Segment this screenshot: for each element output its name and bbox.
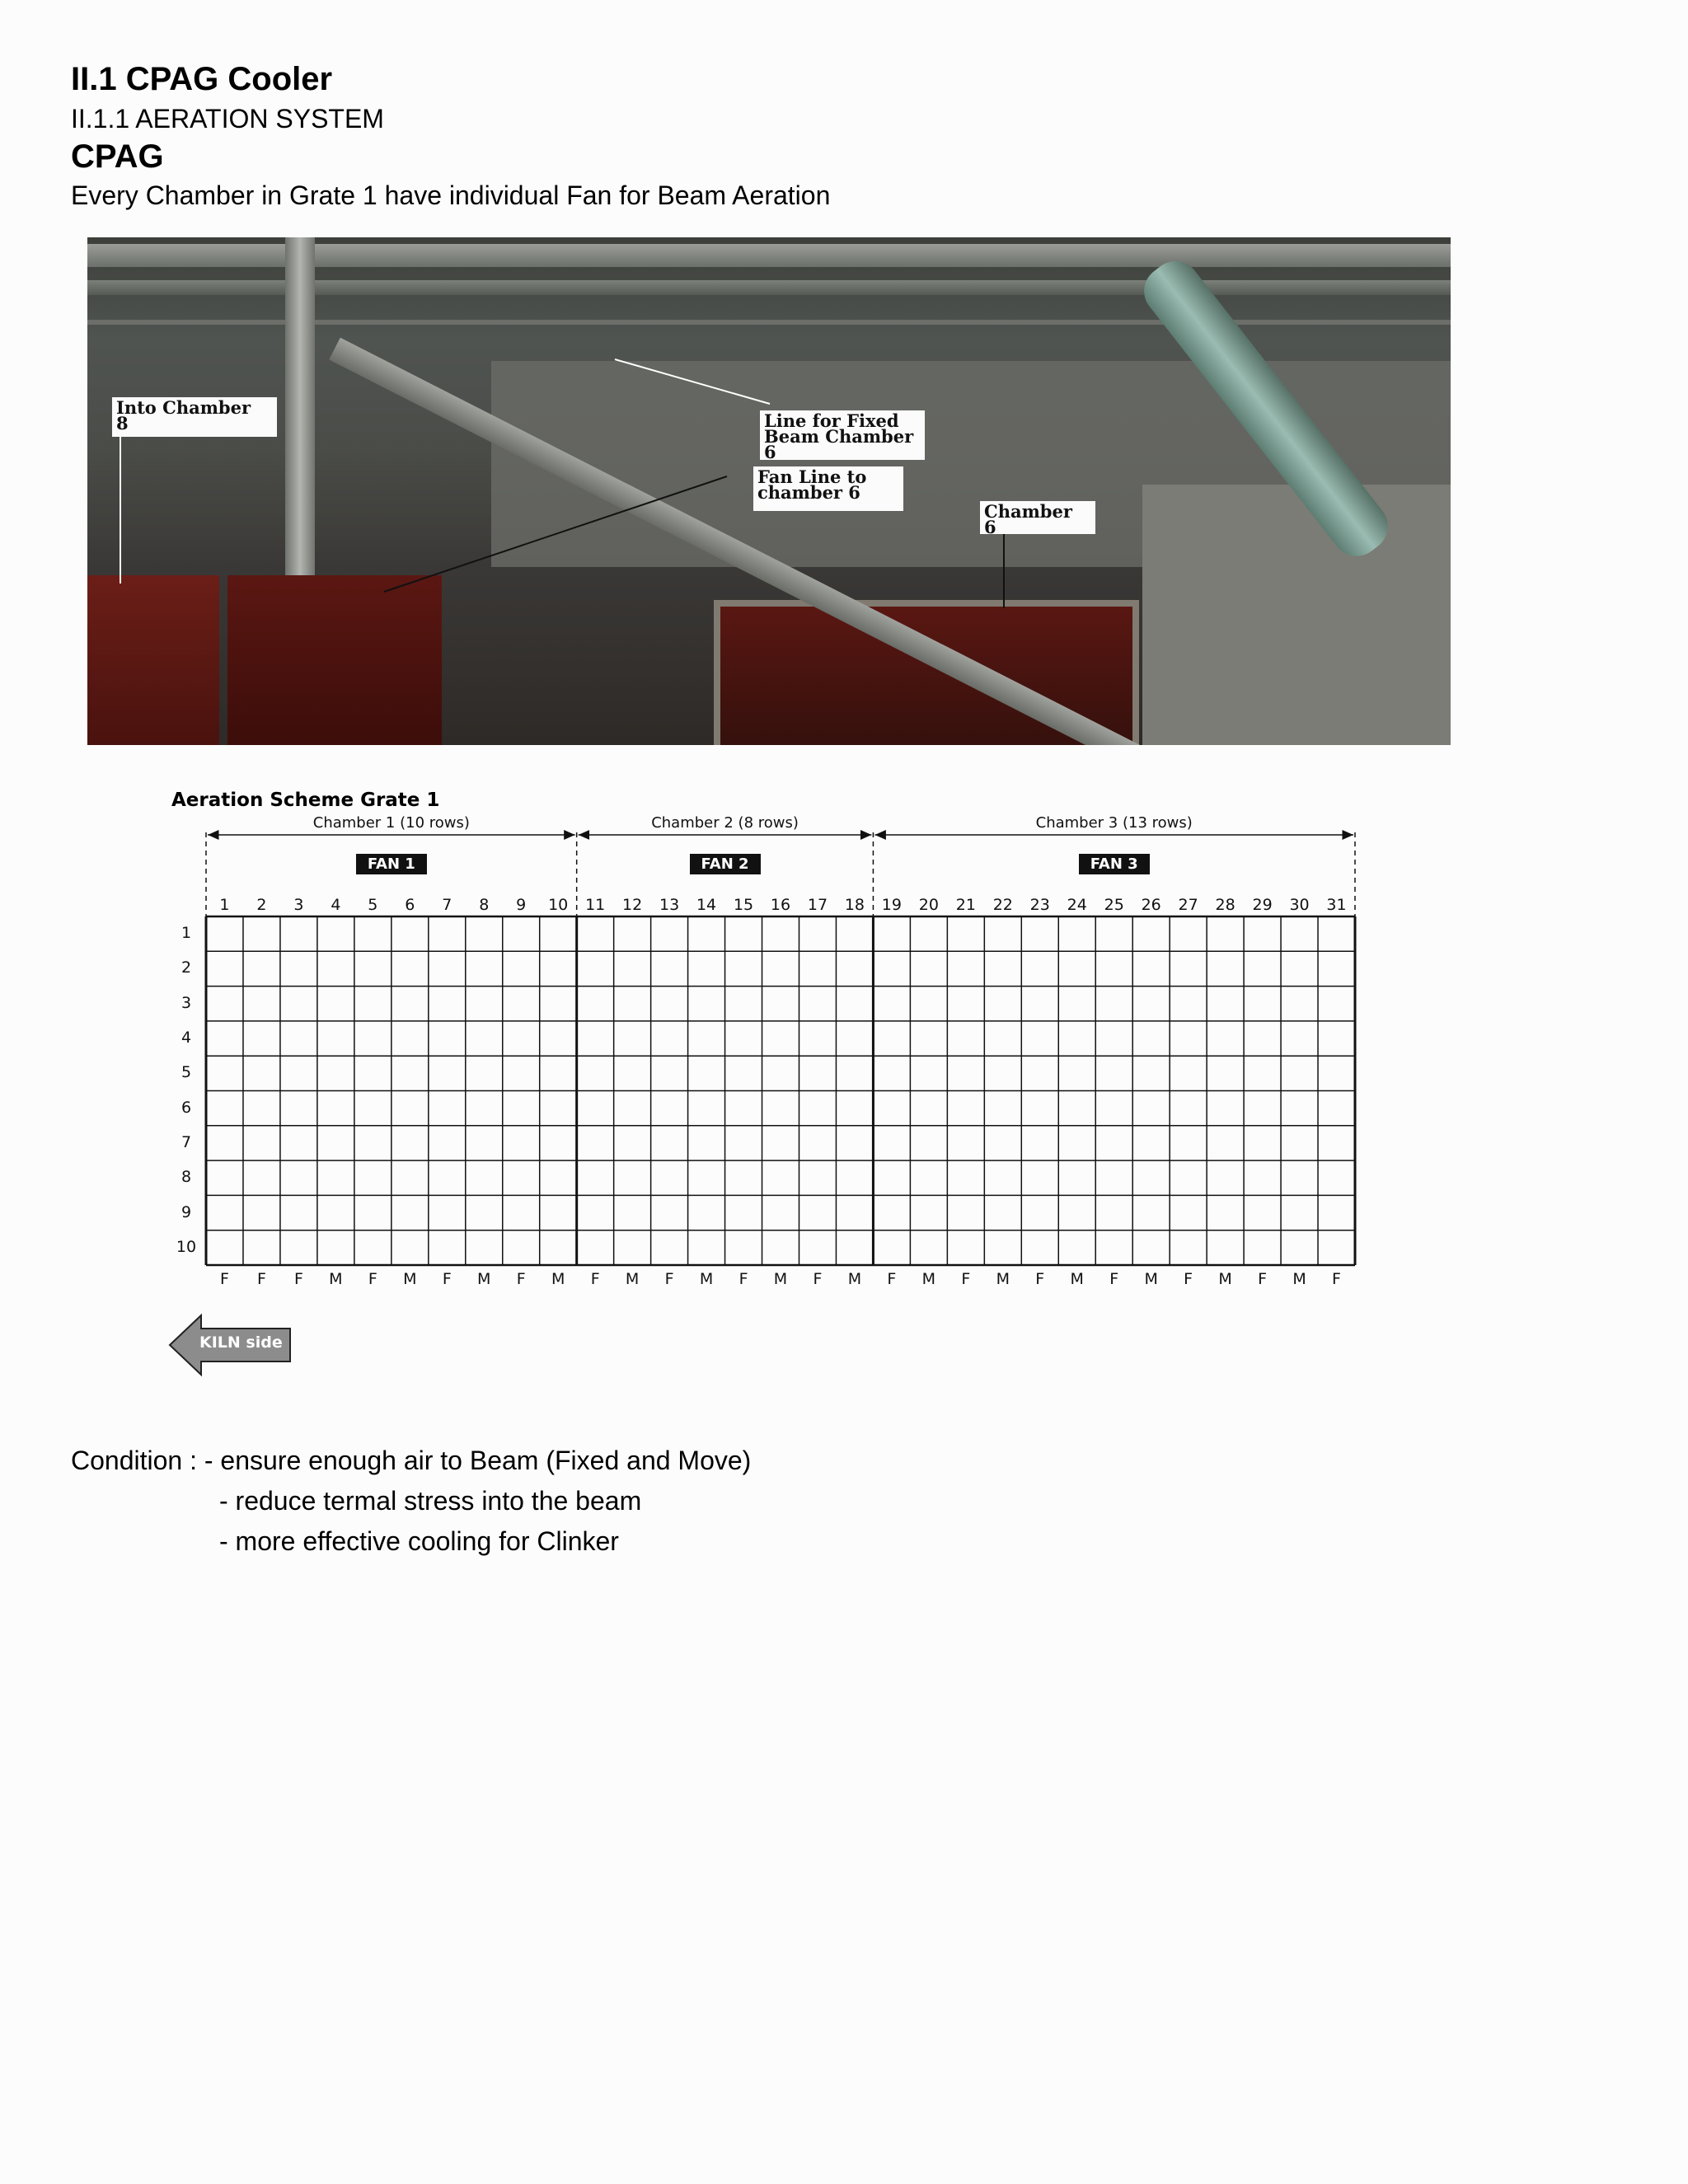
column-number: 16: [770, 896, 791, 914]
chamber-label: Chamber 2 (8 rows): [651, 814, 799, 832]
row-number: 8: [181, 1168, 192, 1187]
column-number: 27: [1178, 896, 1198, 914]
intro-text: Every Chamber in Grate 1 have individual Fan for Beam Aeration: [71, 180, 831, 210]
beam-type-label: F: [442, 1270, 452, 1288]
column-number: 19: [881, 896, 902, 914]
column-number: 22: [992, 896, 1013, 914]
column-number: 3: [293, 896, 304, 914]
column-number: 1: [219, 896, 230, 914]
chamber-label: Chamber 3 (13 rows): [1035, 814, 1193, 832]
beam-type-label: F: [1035, 1270, 1045, 1288]
beam-type-label: F: [293, 1270, 303, 1288]
column-number: 18: [844, 896, 865, 914]
row-number: 2: [181, 958, 192, 977]
beam-type-label: F: [1184, 1270, 1193, 1288]
column-number: 6: [405, 896, 415, 914]
beam-type-label: M: [477, 1270, 491, 1288]
beam-type-label: M: [551, 1270, 565, 1288]
beam-type-label: M: [329, 1270, 343, 1288]
column-number: 12: [622, 896, 643, 914]
column-number: 25: [1104, 896, 1124, 914]
column-number: 8: [479, 896, 490, 914]
column-number: 7: [442, 896, 452, 914]
beam-type-label: F: [220, 1270, 229, 1288]
row-number: 9: [181, 1202, 192, 1221]
column-number: 5: [368, 896, 378, 914]
beam-type-label: F: [813, 1270, 823, 1288]
row-number: 7: [181, 1132, 192, 1151]
column-number: 15: [733, 896, 754, 914]
beam-type-label: F: [1109, 1270, 1119, 1288]
column-number: 17: [807, 896, 828, 914]
beam-type-label: M: [1070, 1270, 1084, 1288]
column-number: 28: [1215, 896, 1236, 914]
beam-type-label: M: [1218, 1270, 1232, 1288]
row-number: 6: [181, 1098, 192, 1117]
column-number: 23: [1029, 896, 1050, 914]
beam-type-label: F: [1332, 1270, 1341, 1288]
beam-type-label: F: [664, 1270, 674, 1288]
column-number: 2: [256, 896, 267, 914]
callout-line-fixed-beam: Line for Fixed Beam Chamber 6: [760, 410, 925, 460]
column-number: 20: [918, 896, 939, 914]
section-heading: II.1 CPAG Cooler: [71, 61, 333, 97]
row-number: 1: [181, 924, 192, 943]
condition-item: - more effective cooling for Clinker: [219, 1526, 619, 1556]
beam-type-label: F: [961, 1270, 971, 1288]
beam-type-label: M: [699, 1270, 714, 1288]
beam-type-label: M: [1292, 1270, 1306, 1288]
beam-type-label: M: [403, 1270, 417, 1288]
callout-chamber-6: Chamber 6: [980, 501, 1095, 534]
callout-into-chamber-8: Into Chamber 8: [112, 397, 277, 437]
condition-label: Condition : - ensure enough air to Beam (Fixed and Move): [71, 1446, 752, 1475]
kiln-side-arrow: [168, 1312, 292, 1378]
fan-badge: FAN 3: [1079, 854, 1150, 874]
column-number: 24: [1067, 896, 1087, 914]
column-number: 10: [548, 896, 569, 914]
column-number: 4: [331, 896, 341, 914]
column-number: 13: [659, 896, 680, 914]
chamber-label: Chamber 1 (10 rows): [312, 814, 470, 832]
beam-type-label: M: [625, 1270, 640, 1288]
beam-type-label: F: [738, 1270, 748, 1288]
scheme-title: Aeration Scheme Grate 1: [171, 790, 440, 811]
beam-type-label: M: [996, 1270, 1010, 1288]
beam-type-label: F: [256, 1270, 266, 1288]
beam-type-label: F: [590, 1270, 600, 1288]
fan-badge: FAN 1: [356, 854, 427, 874]
row-number: 3: [181, 993, 192, 1012]
cpag-title: CPAG: [71, 138, 164, 175]
column-number: 31: [1326, 896, 1347, 914]
beam-type-label: M: [847, 1270, 862, 1288]
row-number: 5: [181, 1063, 192, 1082]
column-number: 11: [585, 896, 606, 914]
column-number: 30: [1289, 896, 1310, 914]
beam-type-label: F: [1258, 1270, 1268, 1288]
row-number: 10: [176, 1237, 197, 1256]
column-number: 21: [955, 896, 976, 914]
column-number: 9: [516, 896, 527, 914]
beam-type-label: M: [1144, 1270, 1158, 1288]
beam-type-label: F: [887, 1270, 897, 1288]
beam-type-label: M: [773, 1270, 788, 1288]
condition-item: - reduce termal stress into the beam: [219, 1486, 642, 1516]
callout-fan-line: Fan Line to chamber 6: [753, 466, 903, 511]
row-number: 4: [181, 1029, 192, 1047]
subsection-heading: II.1.1 AERATION SYSTEM: [71, 104, 384, 134]
beam-type-label: F: [368, 1270, 377, 1288]
fan-badge: FAN 2: [690, 854, 761, 874]
column-number: 29: [1252, 896, 1273, 914]
kiln-side-label: KILN side: [199, 1333, 283, 1352]
beam-type-label: M: [921, 1270, 936, 1288]
beam-type-label: F: [516, 1270, 526, 1288]
column-number: 14: [696, 896, 717, 914]
column-number: 26: [1141, 896, 1161, 914]
